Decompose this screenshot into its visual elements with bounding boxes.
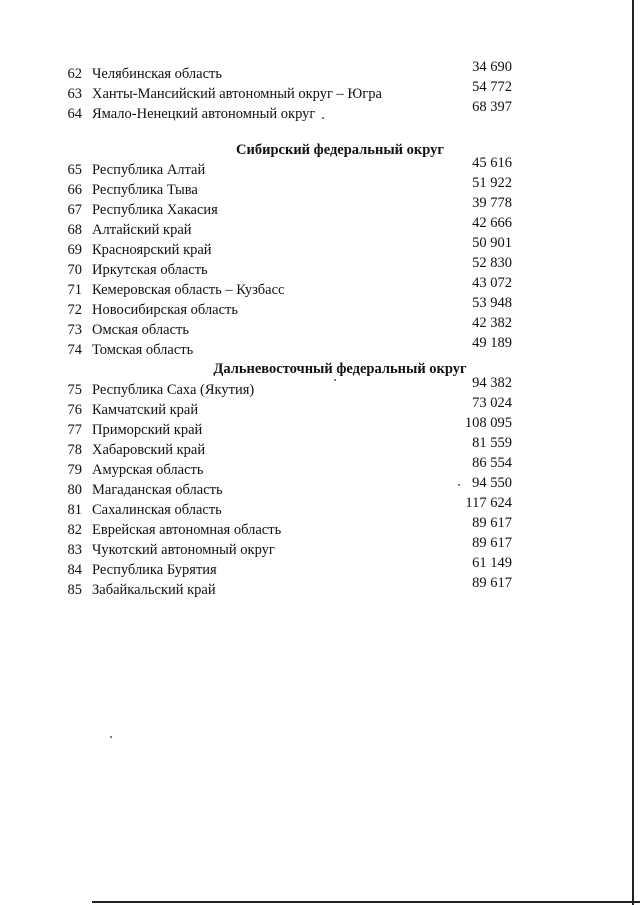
row-number: 84 (67, 562, 82, 578)
region-value: 68 397 (472, 99, 512, 115)
row-number: 63 (67, 86, 82, 102)
region-value: 53 948 (472, 295, 512, 311)
page-edge-right (632, 0, 634, 905)
region-name: Челябинская область (92, 66, 222, 82)
region-name: Амурская область (92, 462, 204, 478)
table-row (0, 79, 640, 104)
region-name: Камчатский край (92, 402, 199, 418)
region-value: 86 554 (472, 455, 512, 471)
table-row (0, 395, 640, 420)
region-value: 89 617 (472, 515, 512, 531)
region-name: Республика Хакасия (92, 202, 218, 218)
row-number: 70 (67, 262, 82, 278)
region-value: 43 072 (472, 275, 512, 291)
region-name: Ханты-Мансийский автономный округ – Югра (92, 86, 382, 102)
row-number: 80 (67, 482, 82, 498)
table-row (0, 315, 640, 340)
table-row (0, 335, 640, 360)
region-value: 89 617 (472, 535, 512, 551)
region-name: Забайкальский край (92, 582, 216, 598)
row-number: 65 (67, 162, 82, 178)
region-value: 108 095 (464, 415, 512, 431)
table-row (0, 215, 640, 240)
region-value: 51 922 (472, 175, 512, 191)
region-name: Чукотский автономный округ (92, 542, 275, 558)
table-row (0, 515, 640, 540)
row-number: 73 (67, 322, 82, 338)
row-number: 77 (67, 422, 82, 438)
region-value: 52 830 (472, 255, 512, 271)
region-value: 42 382 (472, 315, 512, 331)
region-name: Алтайский край (92, 222, 192, 238)
table-row (0, 455, 640, 480)
table-row (0, 555, 640, 580)
region-name: Республика Бурятия (92, 562, 217, 578)
row-number: 66 (67, 182, 82, 198)
scan-speck (322, 117, 324, 119)
row-number: 67 (67, 202, 82, 218)
region-name: Приморский край (92, 422, 203, 438)
table-row (0, 59, 640, 84)
region-name: Республика Саха (Якутия) (92, 382, 255, 398)
page-edge-bottom (92, 901, 640, 903)
region-name: Иркутская область (92, 262, 208, 278)
region-name: Кемеровская область – Кузбасс (92, 282, 285, 298)
row-number: 82 (67, 522, 82, 538)
region-value: 89 617 (472, 575, 512, 591)
section-heading-far-eastern: Дальневосточный федеральный округ (213, 361, 467, 377)
row-number: 76 (67, 402, 82, 418)
row-number: 81 (67, 502, 82, 518)
table-row (0, 175, 640, 200)
table-row (0, 99, 640, 124)
region-name: Ямало-Ненецкий автономный округ (92, 106, 316, 122)
region-name: Новосибирская область (92, 302, 238, 318)
row-number: 75 (67, 382, 82, 398)
table-row (0, 435, 640, 460)
row-number: 64 (67, 106, 82, 122)
region-name: Республика Алтай (92, 162, 206, 178)
row-number: 68 (67, 222, 82, 238)
region-value: 81 559 (472, 435, 512, 451)
table-row (0, 575, 640, 600)
region-value: 50 901 (472, 235, 512, 251)
table-row (0, 155, 640, 180)
row-number: 83 (67, 542, 82, 558)
region-name: Республика Тыва (92, 182, 198, 198)
region-value: 42 666 (472, 215, 512, 231)
region-name: Еврейская автономная область (92, 522, 282, 538)
table-row (0, 415, 640, 440)
row-number: 69 (67, 242, 82, 258)
table-row (0, 275, 640, 300)
table-row (0, 475, 640, 500)
region-value: 73 024 (472, 395, 512, 411)
table-row (0, 195, 640, 220)
section-heading-siberian: Сибирский федеральный округ (236, 142, 444, 158)
row-number: 72 (67, 302, 82, 318)
region-name: Хабаровский край (92, 442, 206, 458)
row-number: 79 (67, 462, 82, 478)
region-name: Омская область (92, 322, 189, 338)
region-value: 39 778 (472, 195, 512, 211)
scan-speck (110, 736, 112, 738)
table-row (0, 495, 640, 520)
table-row (0, 295, 640, 320)
scan-speck (458, 484, 460, 486)
region-value: 117 624 (465, 495, 512, 511)
region-name: Томская область (92, 342, 194, 358)
row-number: 74 (67, 342, 82, 358)
table-row (0, 375, 640, 400)
row-number: 62 (67, 66, 82, 82)
row-number: 85 (67, 582, 82, 598)
scan-speck (334, 379, 336, 381)
region-value: 94 550 (472, 475, 512, 491)
row-number: 71 (67, 282, 82, 298)
region-value: 54 772 (472, 79, 512, 95)
row-number: 78 (67, 442, 82, 458)
region-value: 61 149 (472, 555, 512, 571)
region-name: Красноярский край (92, 242, 212, 258)
table-row (0, 235, 640, 260)
region-value: 34 690 (472, 59, 512, 75)
region-value: 45 616 (472, 155, 512, 171)
region-name: Сахалинская область (92, 502, 222, 518)
table-row (0, 535, 640, 560)
table-row (0, 255, 640, 280)
region-name: Магаданская область (92, 482, 223, 498)
region-value: 49 189 (472, 335, 512, 351)
region-value: 94 382 (472, 375, 512, 391)
